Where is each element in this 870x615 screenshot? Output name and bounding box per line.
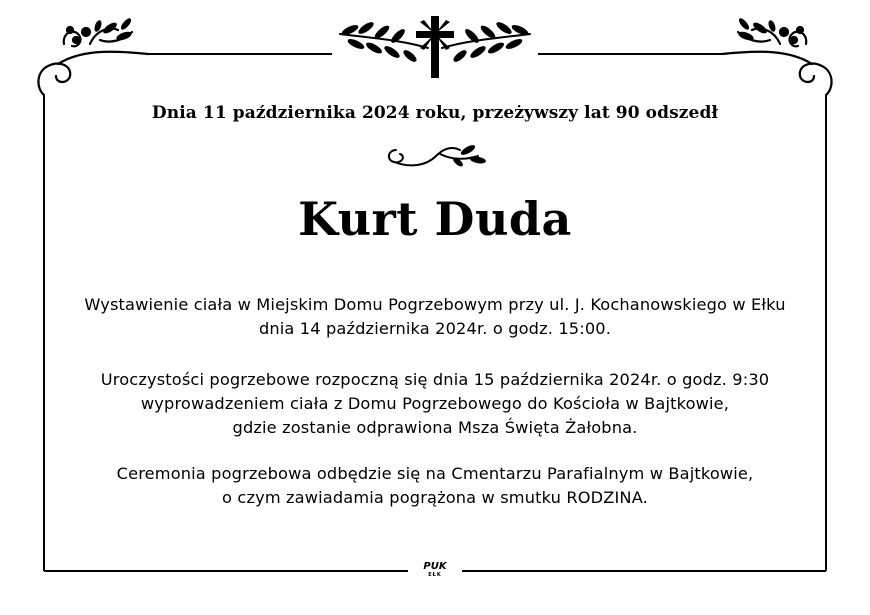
puk-elk-logo	[411, 562, 459, 578]
funeral-ceremony-paragraph	[60, 368, 810, 440]
cross-with-laurel-icon	[340, 16, 530, 78]
death-announcement-intro: Dnia 11 października 2024 roku, przeżywszy lat 90 odszedł	[151, 103, 719, 123]
logo-sub-text: EŁK	[428, 572, 442, 578]
burial-line-1: Ceremonia pogrzebowa odbędzie się na Cmentarzu Parafialnym w Bajtkowie,	[116, 464, 754, 483]
floral-flourish-left-icon	[38, 27, 148, 95]
burial-line-2: o czym zawiadamia pogrążona w smutku RODZINA.	[222, 488, 648, 507]
burial-paragraph	[60, 462, 810, 510]
divider-leaves-icon	[452, 143, 487, 168]
viewing-paragraph	[60, 293, 810, 341]
ceremony-line-1: Uroczystości pogrzebowe rozpoczną się dnia 15 października 2024r. o godz. 9:30	[100, 370, 770, 389]
deceased-name: Kurt Duda	[298, 192, 572, 246]
leaf-cluster-left-icon	[93, 17, 133, 42]
viewing-line-2: dnia 14 października 2024r. o godz. 15:00.	[258, 319, 612, 338]
viewing-line-1: Wystawienie ciała w Miejskim Domu Pogrzebowym przy ul. J. Kochanowskiego w Ełku	[84, 295, 786, 314]
ceremony-line-2: wyprowadzeniem ciała z Domu Pogrzebowego do Kościoła w Bajtkowie,	[140, 394, 730, 413]
floral-flourish-right-icon	[722, 17, 832, 95]
logo-main-text: PUK	[423, 561, 447, 572]
ceremony-line-3: gdzie zostanie odprawiona Msza Święta Żałobna.	[232, 418, 638, 437]
